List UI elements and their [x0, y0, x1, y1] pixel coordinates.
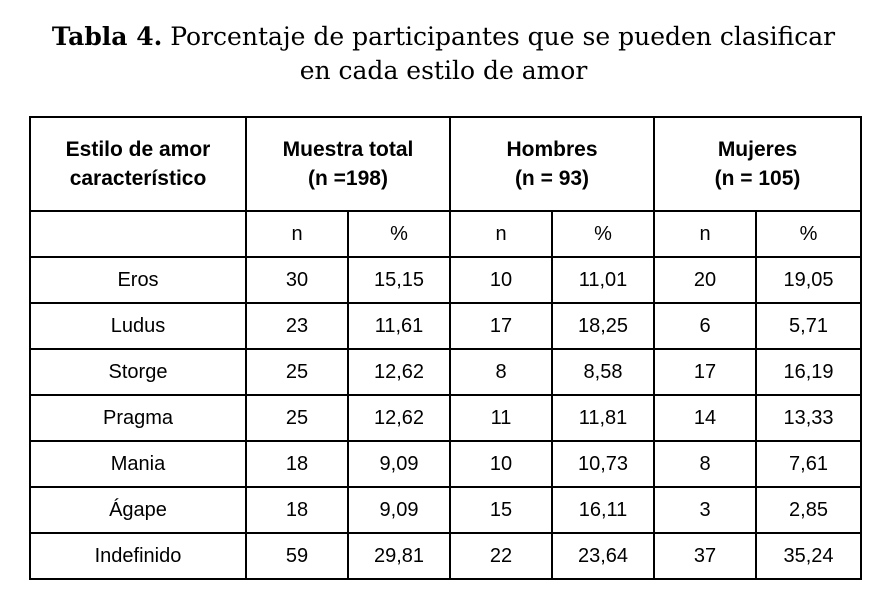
- table-row: [30, 257, 861, 303]
- value-cell: 35,24: [756, 533, 861, 579]
- value-cell: 2,85: [756, 487, 861, 533]
- subheader-cell: n: [450, 211, 552, 257]
- subheader-row: [30, 211, 861, 257]
- value-cell: 11,81: [552, 395, 654, 441]
- value-cell: 23,64: [552, 533, 654, 579]
- subheader-cell: %: [348, 211, 450, 257]
- value-cell: 15,15: [348, 257, 450, 303]
- value-cell: 18,25: [552, 303, 654, 349]
- value-cell: 18: [246, 487, 348, 533]
- value-cell: 9,09: [348, 487, 450, 533]
- header-group-name: Mujeres: [717, 138, 798, 161]
- value-cell: 29,81: [348, 533, 450, 579]
- value-cell: 6: [654, 303, 756, 349]
- value-cell: 11,61: [348, 303, 450, 349]
- header-group-n: (n = 105): [714, 167, 801, 190]
- value-cell: 7,61: [756, 441, 861, 487]
- caption-line-2: en cada estilo de amor: [299, 56, 588, 85]
- estilo-cell: Ludus: [30, 303, 246, 349]
- caption-line-1: [0, 20, 887, 54]
- header-group-name: Hombres: [506, 138, 598, 161]
- header-group-name: Muestra total: [282, 138, 414, 161]
- value-cell: 8,58: [552, 349, 654, 395]
- value-cell: 3: [654, 487, 756, 533]
- value-cell: 8: [450, 349, 552, 395]
- table-row: [30, 349, 861, 395]
- value-cell: 17: [654, 349, 756, 395]
- value-cell: 59: [246, 533, 348, 579]
- header-estilo-line2: característico: [69, 167, 207, 190]
- estilo-cell: Ágape: [30, 487, 246, 533]
- value-cell: 22: [450, 533, 552, 579]
- value-cell: 18: [246, 441, 348, 487]
- estilo-cell: Storge: [30, 349, 246, 395]
- value-cell: 10,73: [552, 441, 654, 487]
- table-row: [30, 441, 861, 487]
- header-mujeres: [654, 117, 861, 211]
- value-cell: 15: [450, 487, 552, 533]
- subheader-cell: n: [654, 211, 756, 257]
- value-cell: 23: [246, 303, 348, 349]
- header-estilo-line1: Estilo de amor: [65, 138, 211, 161]
- value-cell: 12,62: [348, 395, 450, 441]
- estilo-cell: Pragma: [30, 395, 246, 441]
- header-group-n: (n = 93): [514, 167, 590, 190]
- estilo-cell: Eros: [30, 257, 246, 303]
- value-cell: 8: [654, 441, 756, 487]
- table-caption: [0, 20, 887, 88]
- estilo-cell: Mania: [30, 441, 246, 487]
- value-cell: 20: [654, 257, 756, 303]
- value-cell: 25: [246, 395, 348, 441]
- value-cell: 11,01: [552, 257, 654, 303]
- value-cell: 10: [450, 257, 552, 303]
- value-cell: 16,19: [756, 349, 861, 395]
- value-cell: 5,71: [756, 303, 861, 349]
- value-cell: 10: [450, 441, 552, 487]
- header-hombres: [450, 117, 654, 211]
- subheader-empty: [30, 211, 246, 257]
- table-row: [30, 533, 861, 579]
- love-styles-table: [29, 116, 862, 580]
- value-cell: 13,33: [756, 395, 861, 441]
- caption-label: Tabla 4.: [51, 22, 163, 51]
- value-cell: 14: [654, 395, 756, 441]
- caption-text-1: Porcentaje de participantes que se pueden clasificar: [170, 22, 836, 51]
- value-cell: 19,05: [756, 257, 861, 303]
- value-cell: 30: [246, 257, 348, 303]
- estilo-cell: Indefinido: [30, 533, 246, 579]
- subheader-cell: %: [552, 211, 654, 257]
- value-cell: 37: [654, 533, 756, 579]
- header-row: [30, 117, 861, 211]
- subheader-cell: n: [246, 211, 348, 257]
- subheader-cell: %: [756, 211, 861, 257]
- table-row: [30, 487, 861, 533]
- value-cell: 11: [450, 395, 552, 441]
- table-row: [30, 303, 861, 349]
- value-cell: 9,09: [348, 441, 450, 487]
- table-row: [30, 395, 861, 441]
- value-cell: 25: [246, 349, 348, 395]
- header-estilo: [30, 117, 246, 211]
- header-group-n: (n =198): [308, 167, 388, 190]
- value-cell: 17: [450, 303, 552, 349]
- value-cell: 16,11: [552, 487, 654, 533]
- value-cell: 12,62: [348, 349, 450, 395]
- header-muestra-total: [246, 117, 450, 211]
